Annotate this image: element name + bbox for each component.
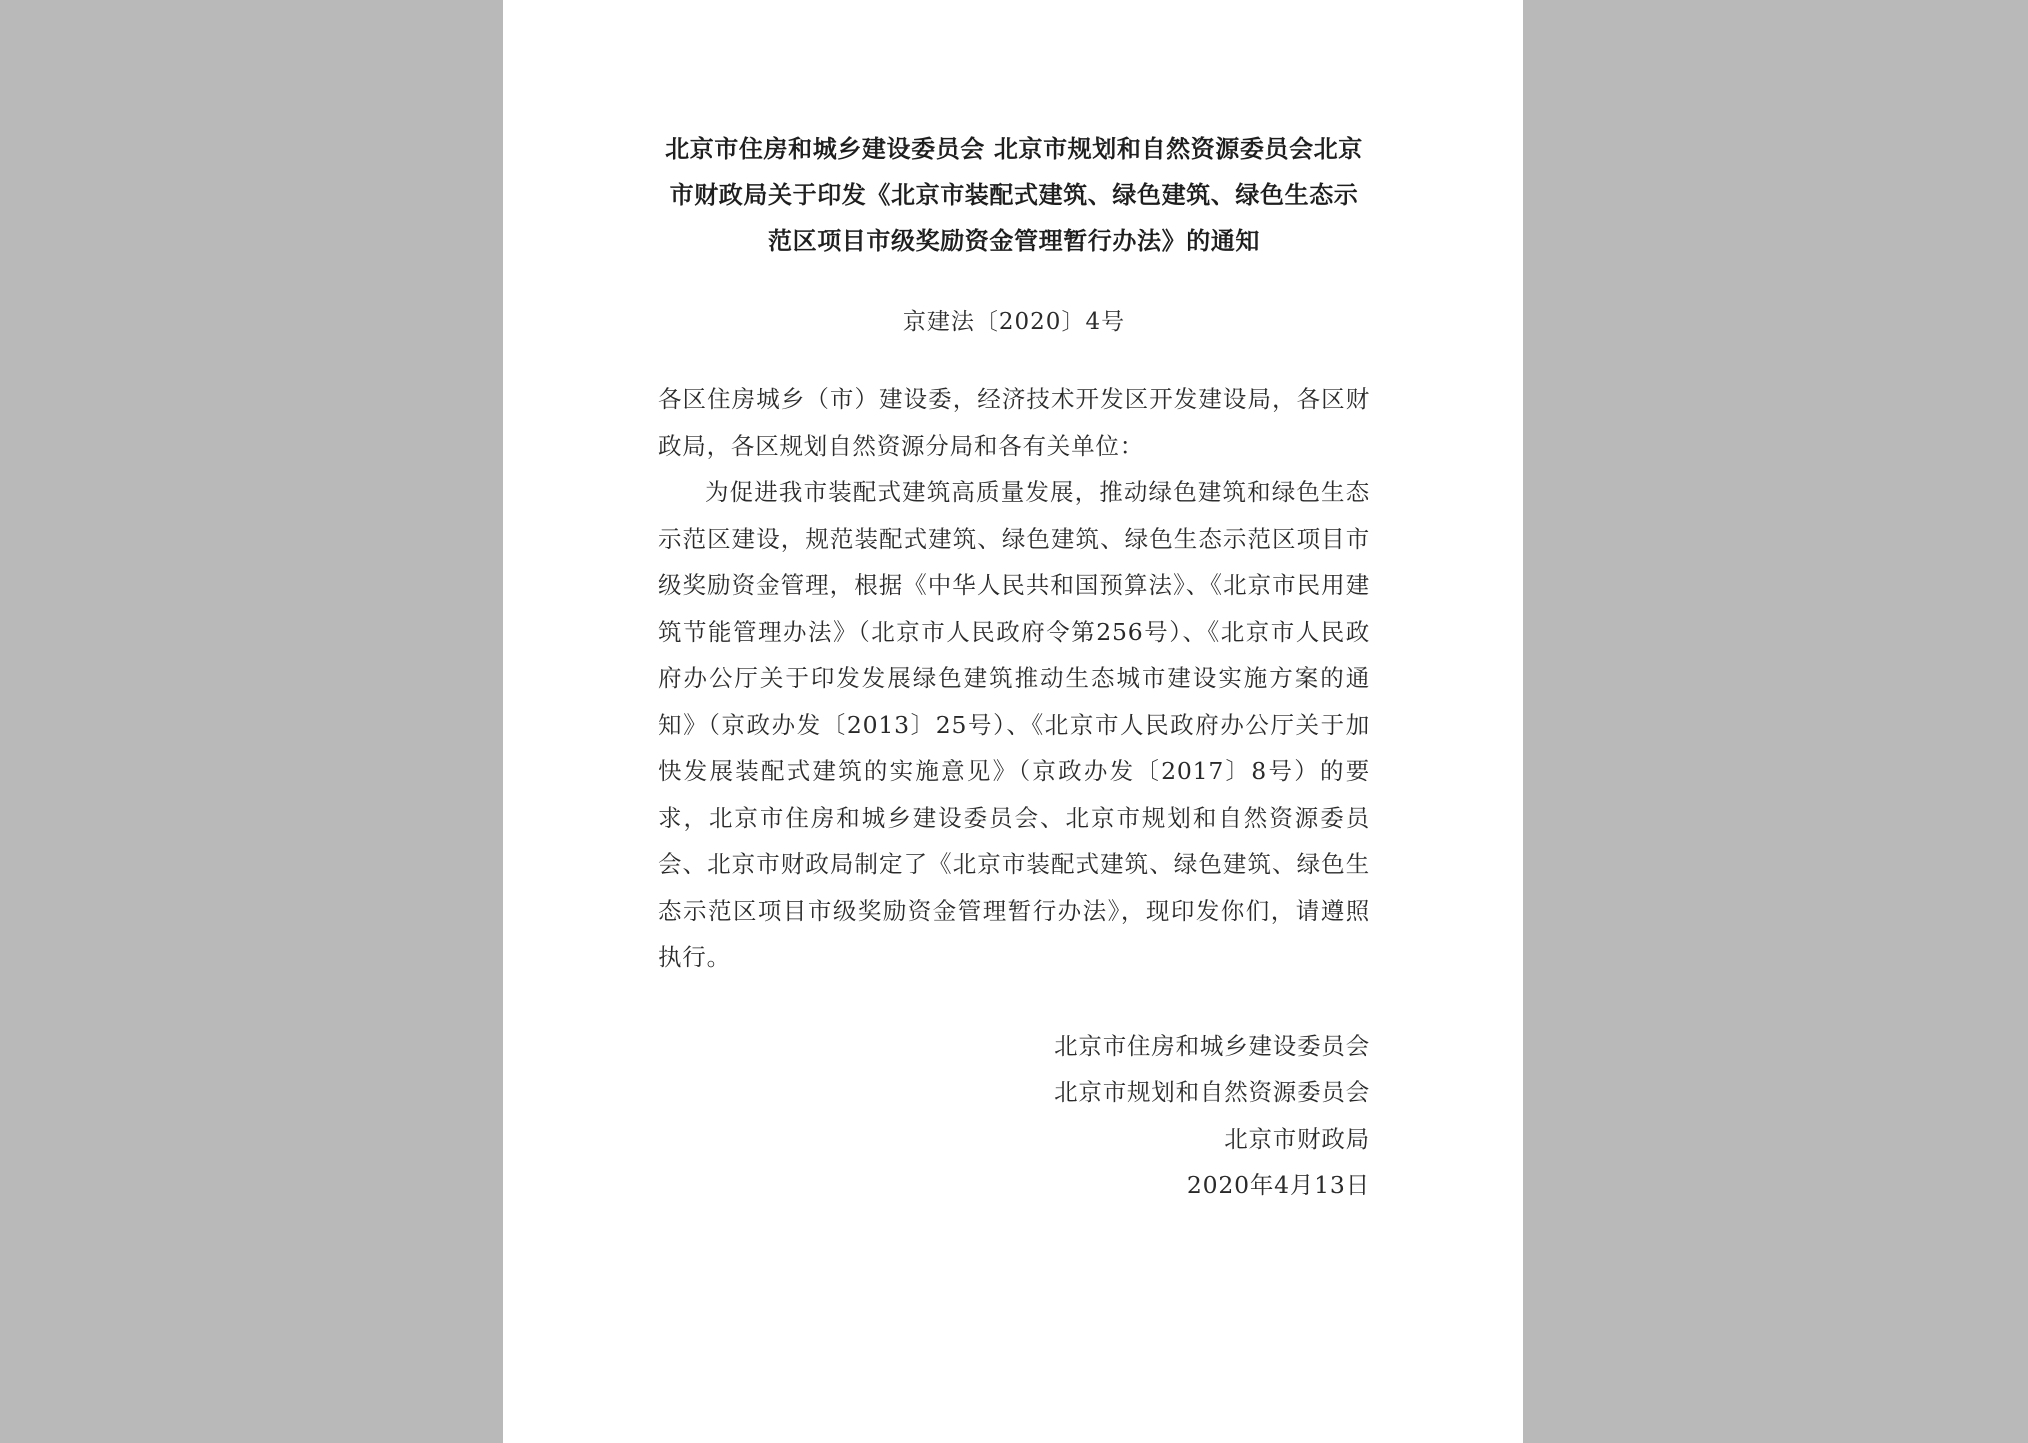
signature-line: 北京市规划和自然资源委员会 <box>1054 1078 1370 1106</box>
signature-line: 北京市住房和城乡建设委员会 <box>1054 1031 1370 1060</box>
document-page <box>503 0 1523 1443</box>
body-paragraph: 为促进我市装配式建筑高质量发展，推动绿色建筑和绿色生态示范区建设，规范装配式建筑、绿色建筑、绿色生态示范区项目市级奖励资金管理，根据《中华人民共和国预算法》、《北京市民用建筑节能管理办法》（北京市人民政府令第256号）、《北京市人民政府办公厅关于印发发展绿色建筑推动生态城市建设实施方案的通知》（京政办发〔2013〕25号）、《北京市人民政府办公厅关于加快发展装配式建筑的实施意见》（京政办发〔2017〕8号）的要求，北京市住房和城乡建设委员会、北京市规划和自然资源委员会、北京市财政局制定了《北京市装配式建筑、绿色建筑、绿色生态示范区项目市级奖励资金管理暂行办法》，现印发你们，请遵照执行。 <box>658 478 1370 971</box>
signature-date: 2020年4月13日 <box>1186 1171 1370 1199</box>
document-title: 北京市住房和城乡建设委员会 北京市规划和自然资源委员会北京市财政局关于印发《北京市装配式建筑、绿色建筑、绿色生态示范区项目市级奖励资金管理暂行办法》的通知 <box>665 135 1363 255</box>
salutation: 各区住房城乡（市）建设委，经济技术开发区开发建设局，各区财政局，各区规划自然资源分局和各有关单位： <box>658 385 1370 460</box>
signature-block <box>658 1023 1370 1209</box>
signature-line: 北京市财政局 <box>1224 1124 1370 1153</box>
page-content <box>658 126 1370 1209</box>
document-number: 京建法〔2020〕4号 <box>902 309 1126 335</box>
